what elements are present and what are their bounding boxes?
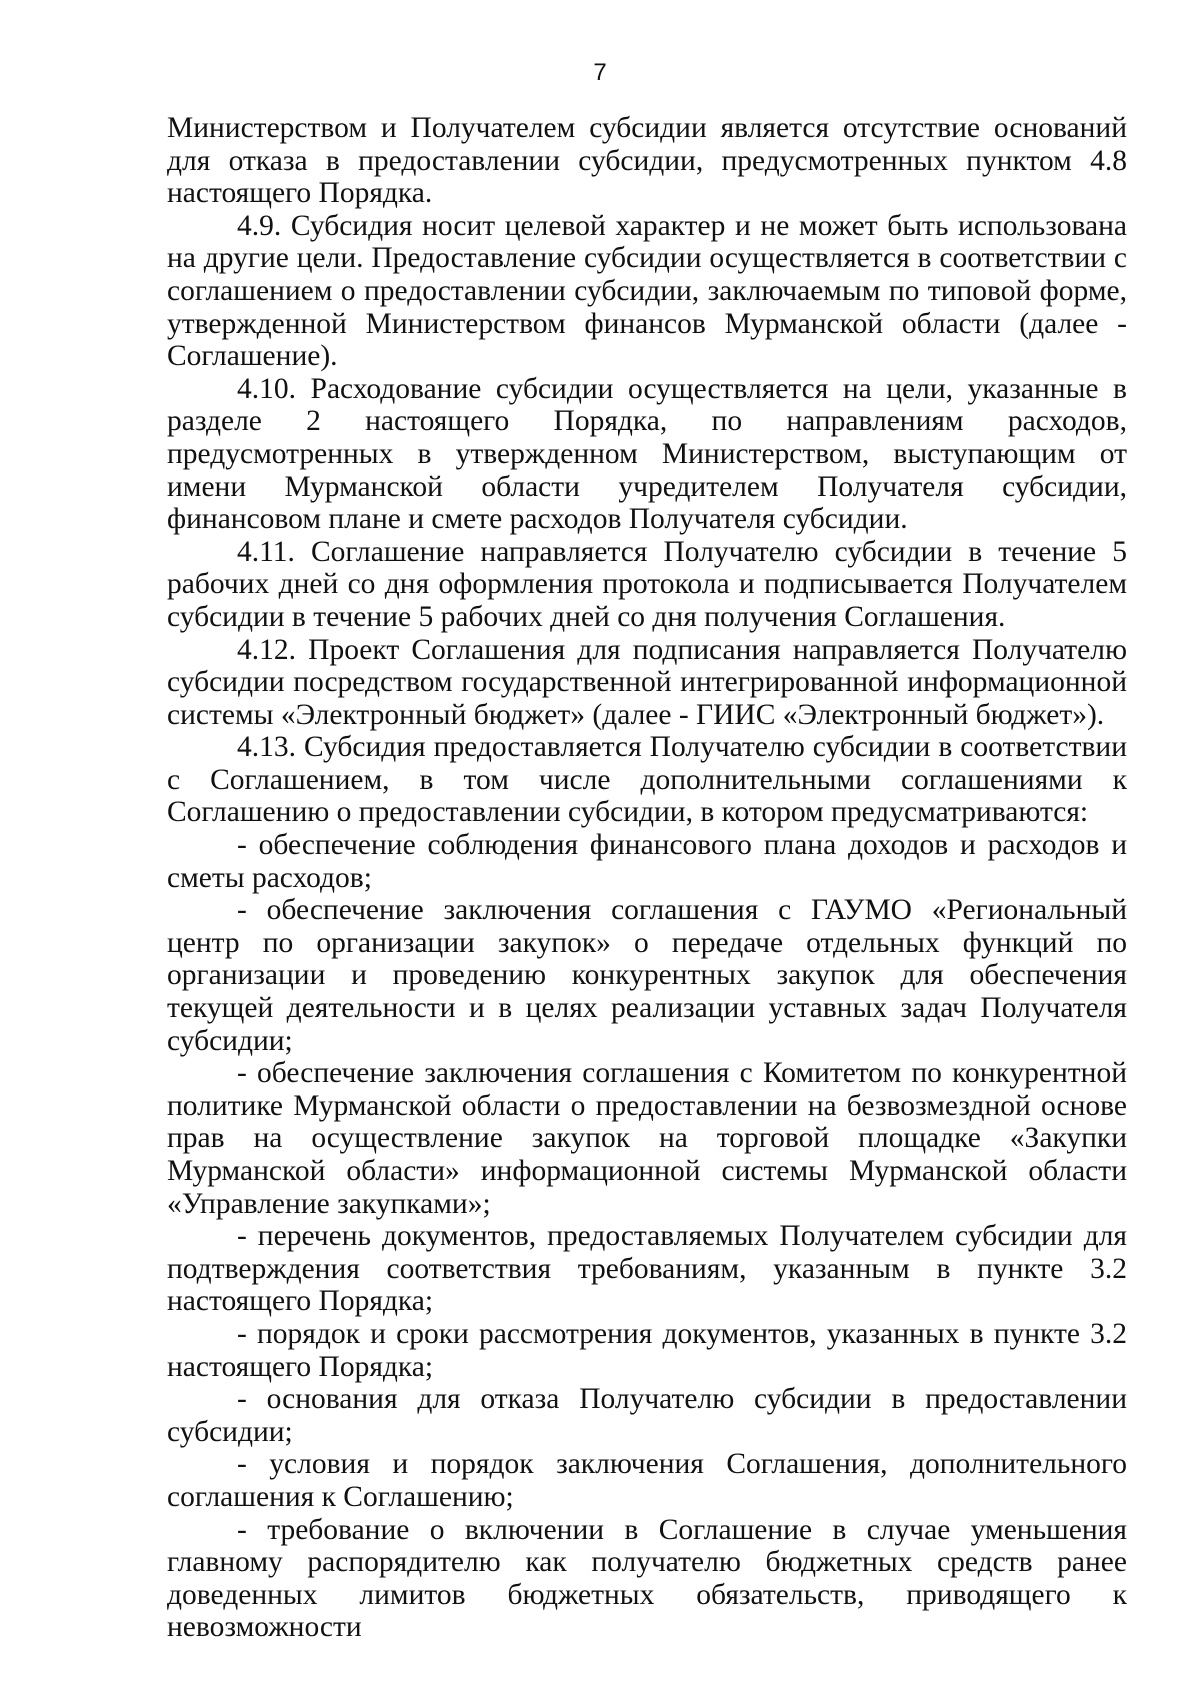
paragraph-4-12: 4.12. Проект Соглашения для подписания направляется Получателю субсидии посредством государственной интегрированной информационной системы «Электронный бюджет» (далее - ГИИС «Электронный бюджет»).	[167, 633, 1127, 731]
paragraph-4-11: 4.11. Соглашение направляется Получателю субсидии в течение 5 рабочих дней со дня оформления протокола и подписывается Получателем субсидии в течение 5 рабочих дней со дня получения Соглашения.	[167, 535, 1127, 633]
list-item-limits-requirement: - требование о включении в Соглашение в случае уменьшения главному распорядителю как получателю бюджетных средств ранее доведенных лимитов бюджетных обязательств, приводящего к невозможности	[167, 1513, 1127, 1644]
list-item-documents-list: - перечень документов, предоставляемых Получателем субсидии для подтверждения соответствия требованиям, указанным в пункте 3.2 настоящего Порядка;	[167, 1220, 1127, 1318]
page-number: 7	[593, 59, 607, 86]
list-item-refusal-grounds: - основания для отказа Получателю субсидии в предоставлении субсидии;	[167, 1383, 1127, 1448]
paragraph-4-9: 4.9. Субсидия носит целевой характер и не может быть использована на другие цели. Предоставление субсидии осуществляется в соответствии с соглашением о предоставлении субсидии, заключаемым по типовой форме, утвержденной Министерством финансов Мурманской области (далее - Соглашение).	[167, 209, 1127, 373]
paragraph-4-13: 4.13. Субсидия предоставляется Получателю субсидии в соответствии с Соглашением, в том числе дополнительными соглашениями к Соглашению о предоставлении субсидии, в котором предусматриваются:	[167, 731, 1127, 829]
list-item-conclusion-conditions: - условия и порядок заключения Соглашения, дополнительного соглашения к Соглашению;	[167, 1448, 1127, 1513]
list-item-gaumo-agreement: - обеспечение заключения соглашения с ГАУМО «Региональный центр по организации закупок» о передаче отдельных функций по организации и проведению конкурентных закупок для обеспечения текущей деятельности и в целях реализации уставных задач Получателя субсидии;	[167, 894, 1127, 1057]
list-item-committee-agreement: - обеспечение заключения соглашения с Комитетом по конкурентной политике Мурманской области о предоставлении на безвозмездной основе прав на осуществление закупок на торговой площадке «Закупки Мурманской области» информационной системы Мурманской области «Управление закупками»;	[167, 1057, 1127, 1220]
list-item-review-procedure: - порядок и сроки рассмотрения документов, указанных в пункте 3.2 настоящего Порядка;	[167, 1317, 1127, 1383]
list-item-financial-plan: - обеспечение соблюдения финансового плана доходов и расходов и сметы расходов;	[167, 829, 1127, 894]
paragraph: Министерством и Получателем субсидии является отсутствие оснований для отказа в предоставлении субсидии, предусмотренных пунктом 4.8 настоящего Порядка.	[167, 112, 1127, 210]
paragraph-4-10: 4.10. Расходование субсидии осуществляется на цели, указанные в разделе 2 настоящего Порядка, по направлениям расходов, предусмотренных в утвержденном Министерством, выступающим от имени Мурманской области учредителем Получателя субсидии, финансовом плане и смете расходов Получателя субсидии.	[167, 372, 1127, 536]
document-body	[167, 112, 1127, 1644]
